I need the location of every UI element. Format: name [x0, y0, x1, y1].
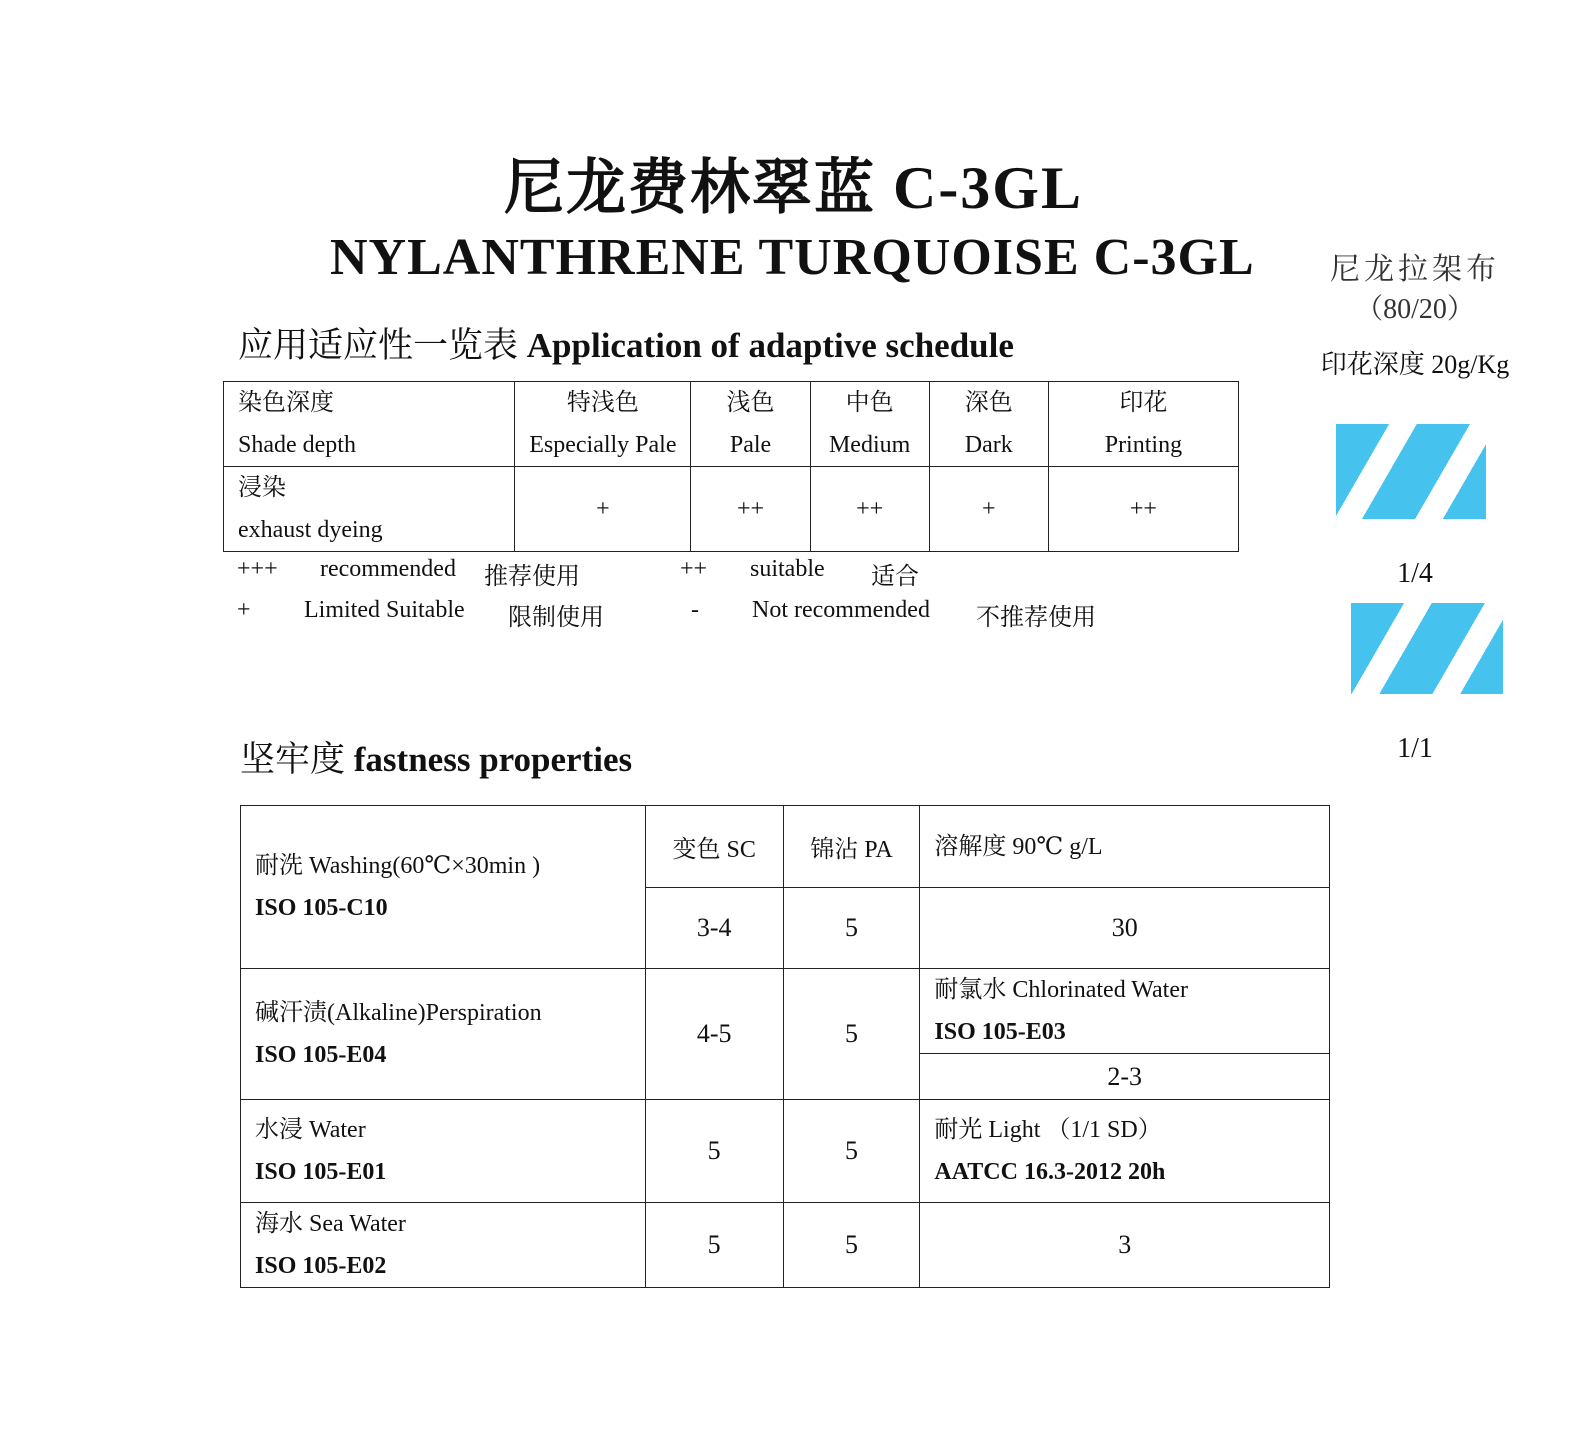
- col-sc-header: 变色 SC: [645, 806, 783, 888]
- water-sc: 5: [645, 1100, 783, 1203]
- legend-text: Not recommended: [752, 597, 930, 623]
- sea-water-sc: 5: [645, 1203, 783, 1288]
- solubility-value: 30: [920, 888, 1330, 969]
- legend-text: 不推荐使用: [976, 605, 1096, 631]
- fabric-ratio: （80/20）: [1355, 294, 1475, 325]
- value-pale: ++: [691, 467, 810, 552]
- legend-text: 推荐使用: [484, 564, 580, 590]
- legend-text: 限制使用: [508, 605, 604, 631]
- perspiration-label: 碱汗渍(Alkaline)Perspiration ISO 105-E04: [241, 969, 646, 1100]
- value-especially-pale: +: [515, 467, 691, 552]
- light-label: 耐光 Light （1/1 SD） AATCC 16.3-2012 20h: [920, 1100, 1330, 1203]
- col-pa-header: 锦沾 PA: [783, 806, 920, 888]
- water-pa: 5: [783, 1100, 920, 1203]
- fabric-label: 尼龙拉架布: [1330, 253, 1500, 286]
- legend-symbol: ++: [680, 556, 708, 582]
- swatch-full: [1351, 603, 1503, 694]
- application-header-row: [224, 382, 1239, 467]
- washing-label: 耐洗 Washing(60℃×30min ) ISO 105-C10: [241, 806, 646, 969]
- perspiration-sc: 4-5: [645, 969, 783, 1100]
- legend-text: 适合: [871, 564, 919, 590]
- application-heading-cn: 应用适应性一览表: [238, 326, 519, 365]
- header-pale: 浅色 Pale: [691, 382, 810, 467]
- swatch-quarter: [1336, 424, 1486, 519]
- fastness-table: [240, 805, 1330, 1288]
- value-medium: ++: [810, 467, 929, 552]
- light-value: 3: [920, 1203, 1330, 1288]
- legend-symbol: -: [691, 597, 699, 623]
- chlorinated-label: 耐氯水 Chlorinated Water ISO 105-E03: [920, 969, 1330, 1054]
- application-table: [223, 381, 1239, 552]
- legend-symbol: +++: [237, 556, 278, 582]
- header-dark: 深色 Dark: [929, 382, 1048, 467]
- header-especially-pale: 特浅色 Especially Pale: [515, 382, 691, 467]
- legend-text: recommended: [320, 556, 456, 582]
- header-shade-depth: 染色深度 Shade depth: [224, 382, 515, 467]
- title-en: NYLANTHRENE TURQUOISE C-3GL: [330, 229, 1255, 286]
- application-heading: [238, 318, 1014, 368]
- value-dark: +: [929, 467, 1048, 552]
- row-exhaust-dyeing: 浸染 exhaust dyeing: [224, 467, 515, 552]
- fastness-heading: [240, 732, 632, 782]
- table-row: [241, 1203, 1330, 1288]
- washing-pa: 5: [783, 888, 920, 969]
- col-solubility-header: 溶解度 90℃ g/L: [920, 806, 1330, 888]
- swatch-quarter-label: 1/4: [1397, 558, 1433, 589]
- washing-sc: 3-4: [645, 888, 783, 969]
- fastness-heading-en: fastness properties: [353, 740, 633, 779]
- fastness-heading-cn: 坚牢度: [240, 740, 346, 779]
- table-row: [241, 1100, 1330, 1203]
- table-row: [241, 806, 1330, 888]
- header-printing: 印花 Printing: [1048, 382, 1238, 467]
- sea-water-pa: 5: [783, 1203, 920, 1288]
- swatch-full-label: 1/1: [1397, 733, 1433, 764]
- legend-symbol: +: [237, 597, 251, 623]
- title-cn: 尼龙费林翠蓝 C-3GL: [504, 155, 1083, 221]
- application-exhaust-row: [224, 467, 1239, 552]
- sea-water-label: 海水 Sea Water ISO 105-E02: [241, 1203, 646, 1288]
- legend-text: suitable: [750, 556, 825, 582]
- chlorinated-value: 2-3: [920, 1054, 1330, 1100]
- perspiration-pa: 5: [783, 969, 920, 1100]
- table-row: [241, 969, 1330, 1054]
- application-heading-en: Application of adaptive schedule: [526, 326, 1014, 365]
- water-label: 水浸 Water ISO 105-E01: [241, 1100, 646, 1203]
- print-depth: 印花深度 20g/Kg: [1320, 350, 1510, 379]
- header-medium: 中色 Medium: [810, 382, 929, 467]
- legend-text: Limited Suitable: [304, 597, 465, 623]
- value-printing: ++: [1048, 467, 1238, 552]
